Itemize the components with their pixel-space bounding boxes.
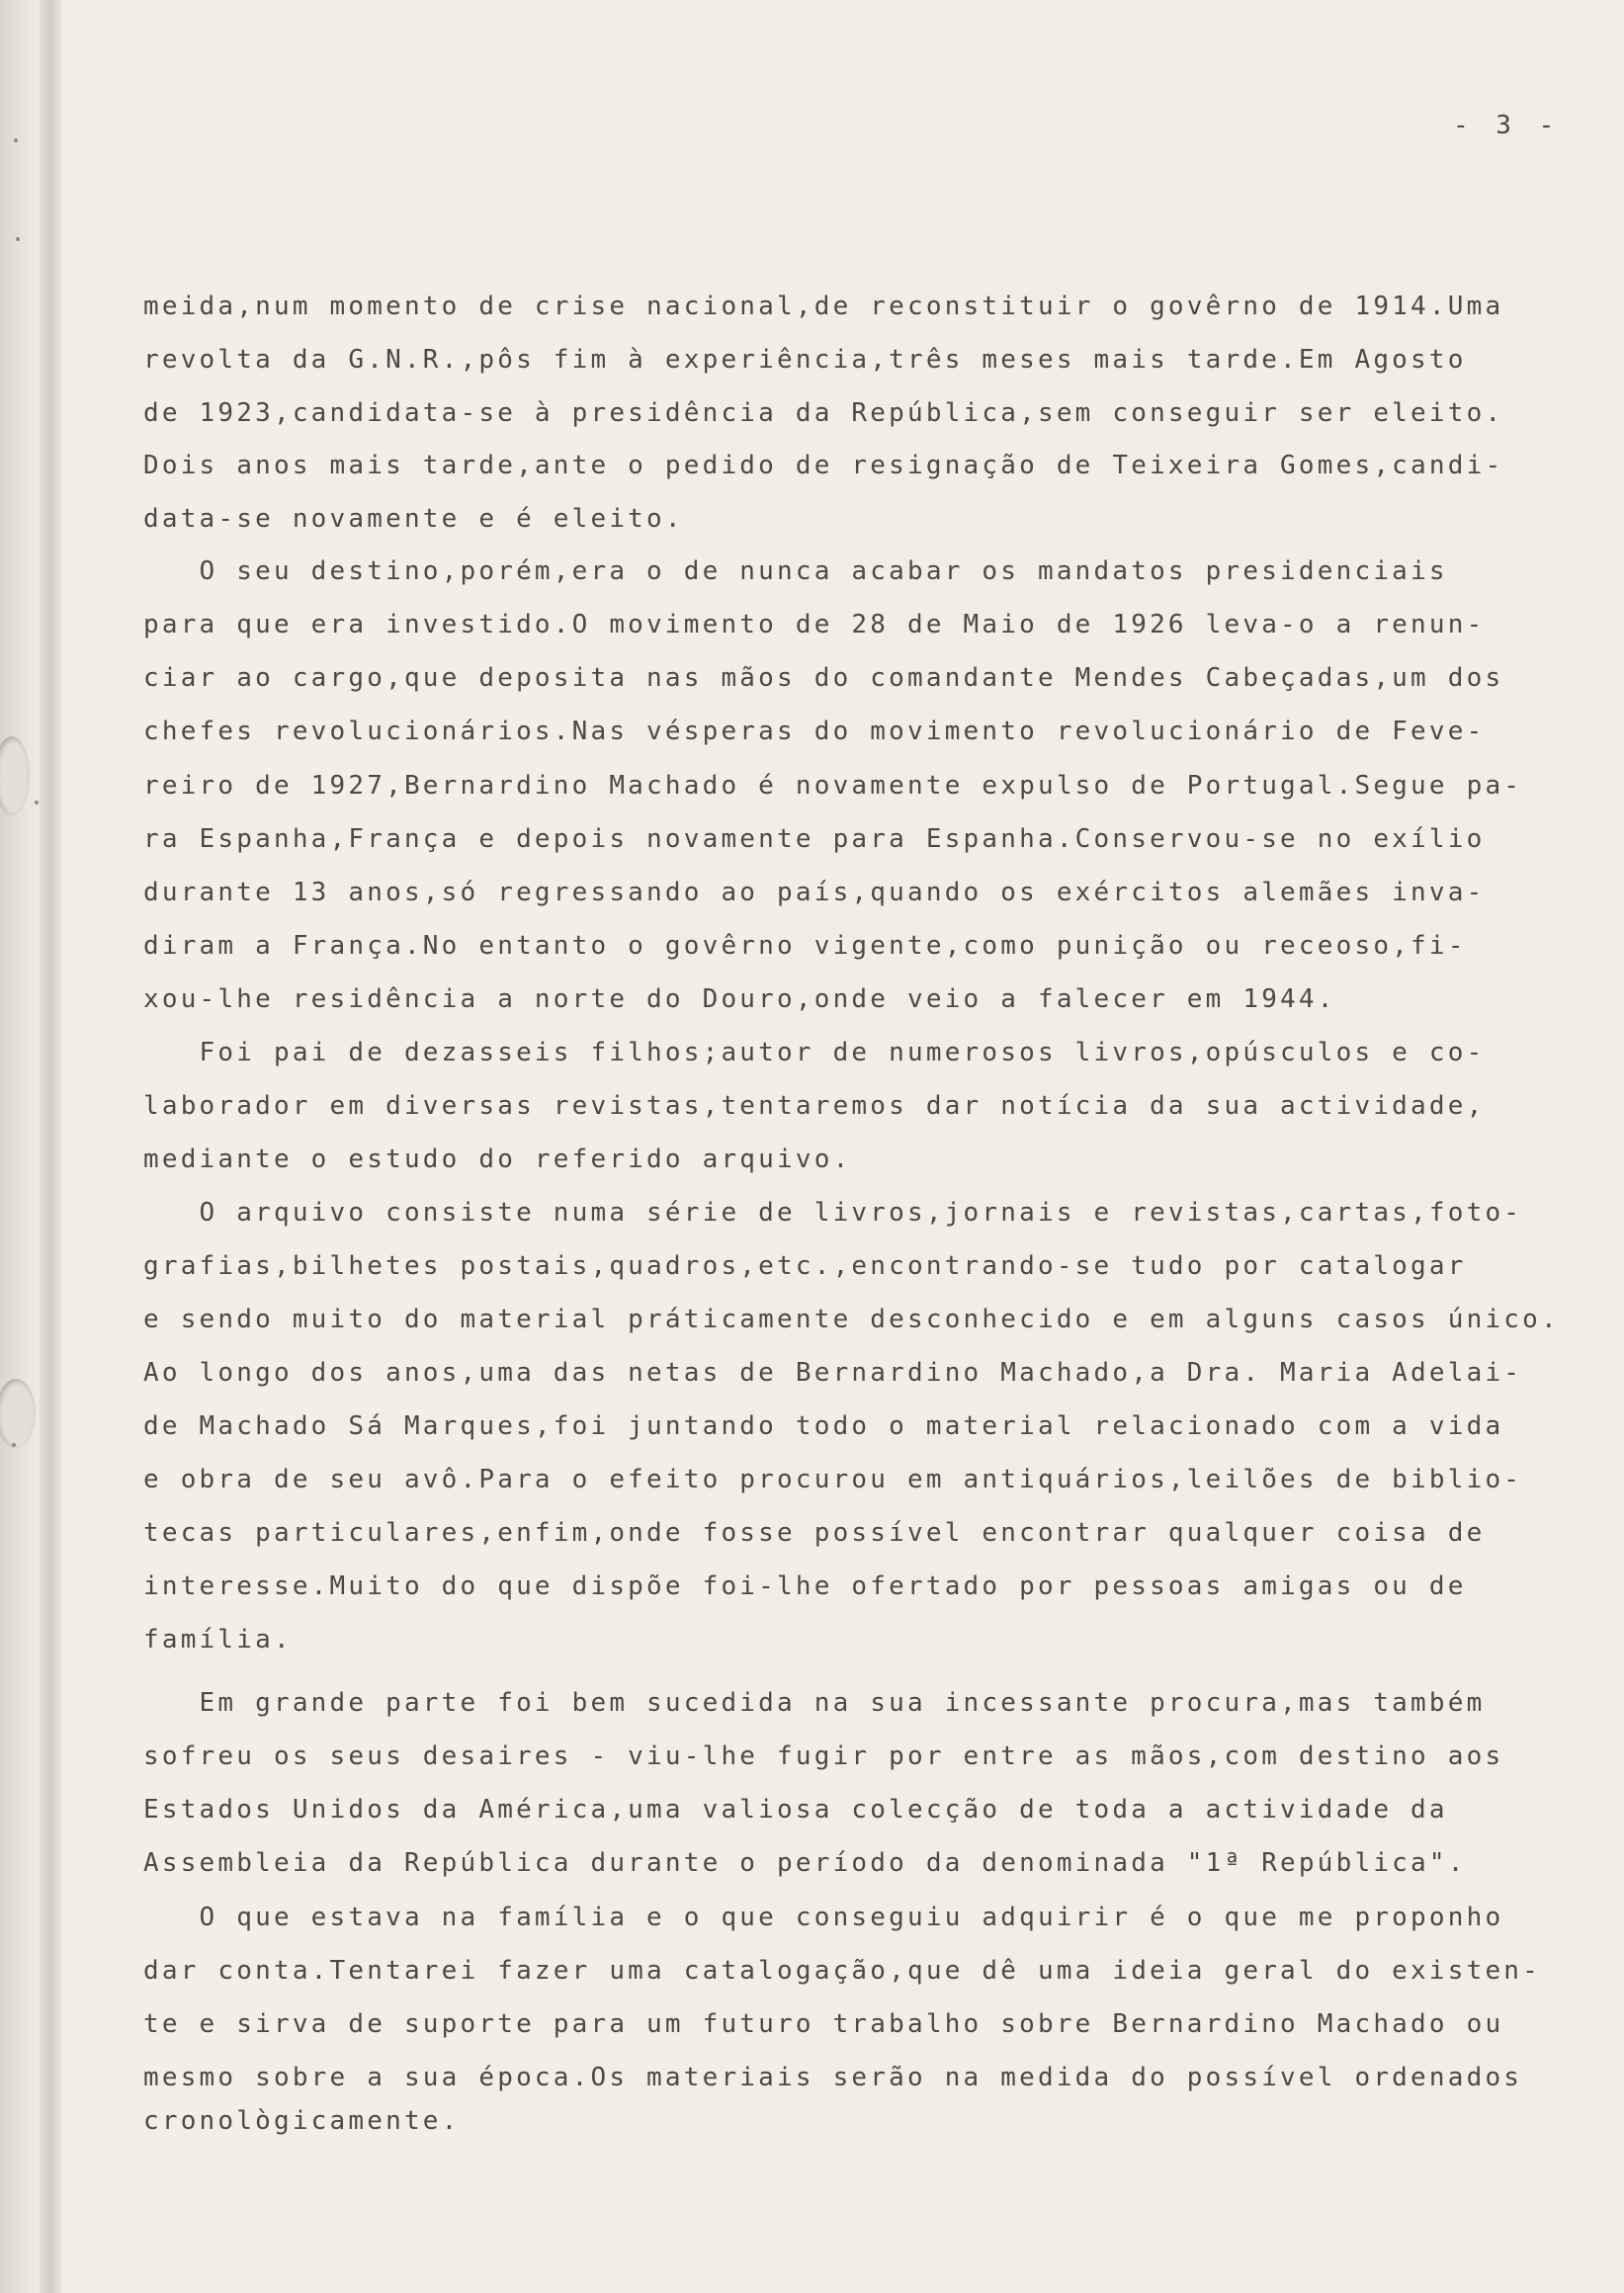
text-line: chefes revolucionários.Nas vésperas do movimento revolucionário de Feve- bbox=[143, 717, 1486, 746]
text-line: Ao longo dos anos,uma das netas de Bernardino Machado,a Dra. Maria Adelai- bbox=[143, 1358, 1523, 1388]
text-line: Assembleia da República durante o período da denominada "1ª República". bbox=[143, 1848, 1467, 1878]
text-line: Estados Unidos da América,uma valiosa colecção de toda a actividade da bbox=[143, 1795, 1448, 1825]
text-line: para que era investido.O movimento de 28 de Maio de 1926 leva-o a renun- bbox=[143, 610, 1486, 639]
text-line: laborador em diversas revistas,tentaremos dar notícia da sua actividade, bbox=[143, 1091, 1486, 1121]
text-line: O que estava na família e o que conseguiu adquirir é o que me proponho bbox=[143, 1903, 1504, 1932]
text-line: família. bbox=[143, 1625, 293, 1655]
text-line: tecas particulares,enfim,onde fosse possível encontrar qualquer coisa de bbox=[143, 1518, 1486, 1548]
paper-speck bbox=[12, 1443, 16, 1447]
text-line: meida,num momento de crise nacional,de reconstituir o govêrno de 1914.Uma bbox=[143, 292, 1504, 321]
text-line: interesse.Muito do que dispõe foi-lhe ofertado por pessoas amigas ou de bbox=[143, 1571, 1467, 1601]
text-line: dar conta.Tentarei fazer uma catalogação,que dê uma ideia geral do existen- bbox=[143, 1956, 1541, 1986]
text-line: O arquivo consiste numa série de livros,jornais e revistas,cartas,foto- bbox=[143, 1198, 1523, 1228]
punch-hole-bottom bbox=[0, 1379, 36, 1448]
punch-hole-top bbox=[0, 736, 30, 815]
text-line: Em grande parte foi bem sucedida na sua incessante procura,mas também bbox=[143, 1688, 1486, 1718]
paper-speck bbox=[35, 801, 39, 805]
text-line: de 1923,candidata-se à presidência da República,sem conseguir ser eleito. bbox=[143, 398, 1504, 428]
text-line: te e sirva de suporte para um futuro trabalho sobre Bernardino Machado ou bbox=[143, 2009, 1504, 2039]
text-line: data-se novamente e é eleito. bbox=[143, 504, 684, 534]
text-line: cronològicamente. bbox=[143, 2106, 461, 2136]
text-line: de Machado Sá Marques,foi juntando todo o material relacionado com a vida bbox=[143, 1411, 1504, 1441]
binding-shadow bbox=[40, 0, 61, 2293]
text-line: e sendo muito do material práticamente desconhecido e em alguns casos único. bbox=[143, 1305, 1560, 1334]
text-line: e obra de seu avô.Para o efeito procurou em antiquários,leilões de biblio- bbox=[143, 1465, 1523, 1494]
text-line: ciar ao cargo,que deposita nas mãos do comandante Mendes Cabeçadas,um dos bbox=[143, 663, 1504, 693]
page-number: - 3 - bbox=[1453, 111, 1561, 140]
text-line: mesmo sobre a sua época.Os materiais serão na medida do possível ordenados bbox=[143, 2063, 1523, 2092]
text-line: Dois anos mais tarde,ante o pedido de resignação de Teixeira Gomes,candi- bbox=[143, 451, 1504, 480]
text-line: durante 13 anos,só regressando ao país,quando os exércitos alemães inva- bbox=[143, 878, 1486, 907]
text-line: diram a França.No entanto o govêrno vigente,como punição ou receoso,fi- bbox=[143, 931, 1467, 961]
text-line: mediante o estudo do referido arquivo. bbox=[143, 1145, 852, 1174]
text-line: grafias,bilhetes postais,quadros,etc.,encontrando-se tudo por catalogar bbox=[143, 1251, 1467, 1281]
text-line: sofreu os seus desaires - viu-lhe fugir por entre as mãos,com destino aos bbox=[143, 1741, 1504, 1771]
paper-speck bbox=[16, 237, 20, 241]
text-line: revolta da G.N.R.,pôs fim à experiência,três meses mais tarde.Em Agosto bbox=[143, 345, 1467, 375]
text-line: ra Espanha,França e depois novamente para Espanha.Conservou-se no exílio bbox=[143, 824, 1486, 854]
paper-speck bbox=[14, 138, 18, 142]
text-line: O seu destino,porém,era o de nunca acabar os mandatos presidenciais bbox=[143, 556, 1448, 586]
text-line: Foi pai de dezasseis filhos;autor de numerosos livros,opúsculos e co- bbox=[143, 1038, 1486, 1067]
text-line: reiro de 1927,Bernardino Machado é novamente expulso de Portugal.Segue pa- bbox=[143, 771, 1523, 801]
text-line: xou-lhe residência a norte do Douro,onde veio a falecer em 1944. bbox=[143, 984, 1336, 1014]
